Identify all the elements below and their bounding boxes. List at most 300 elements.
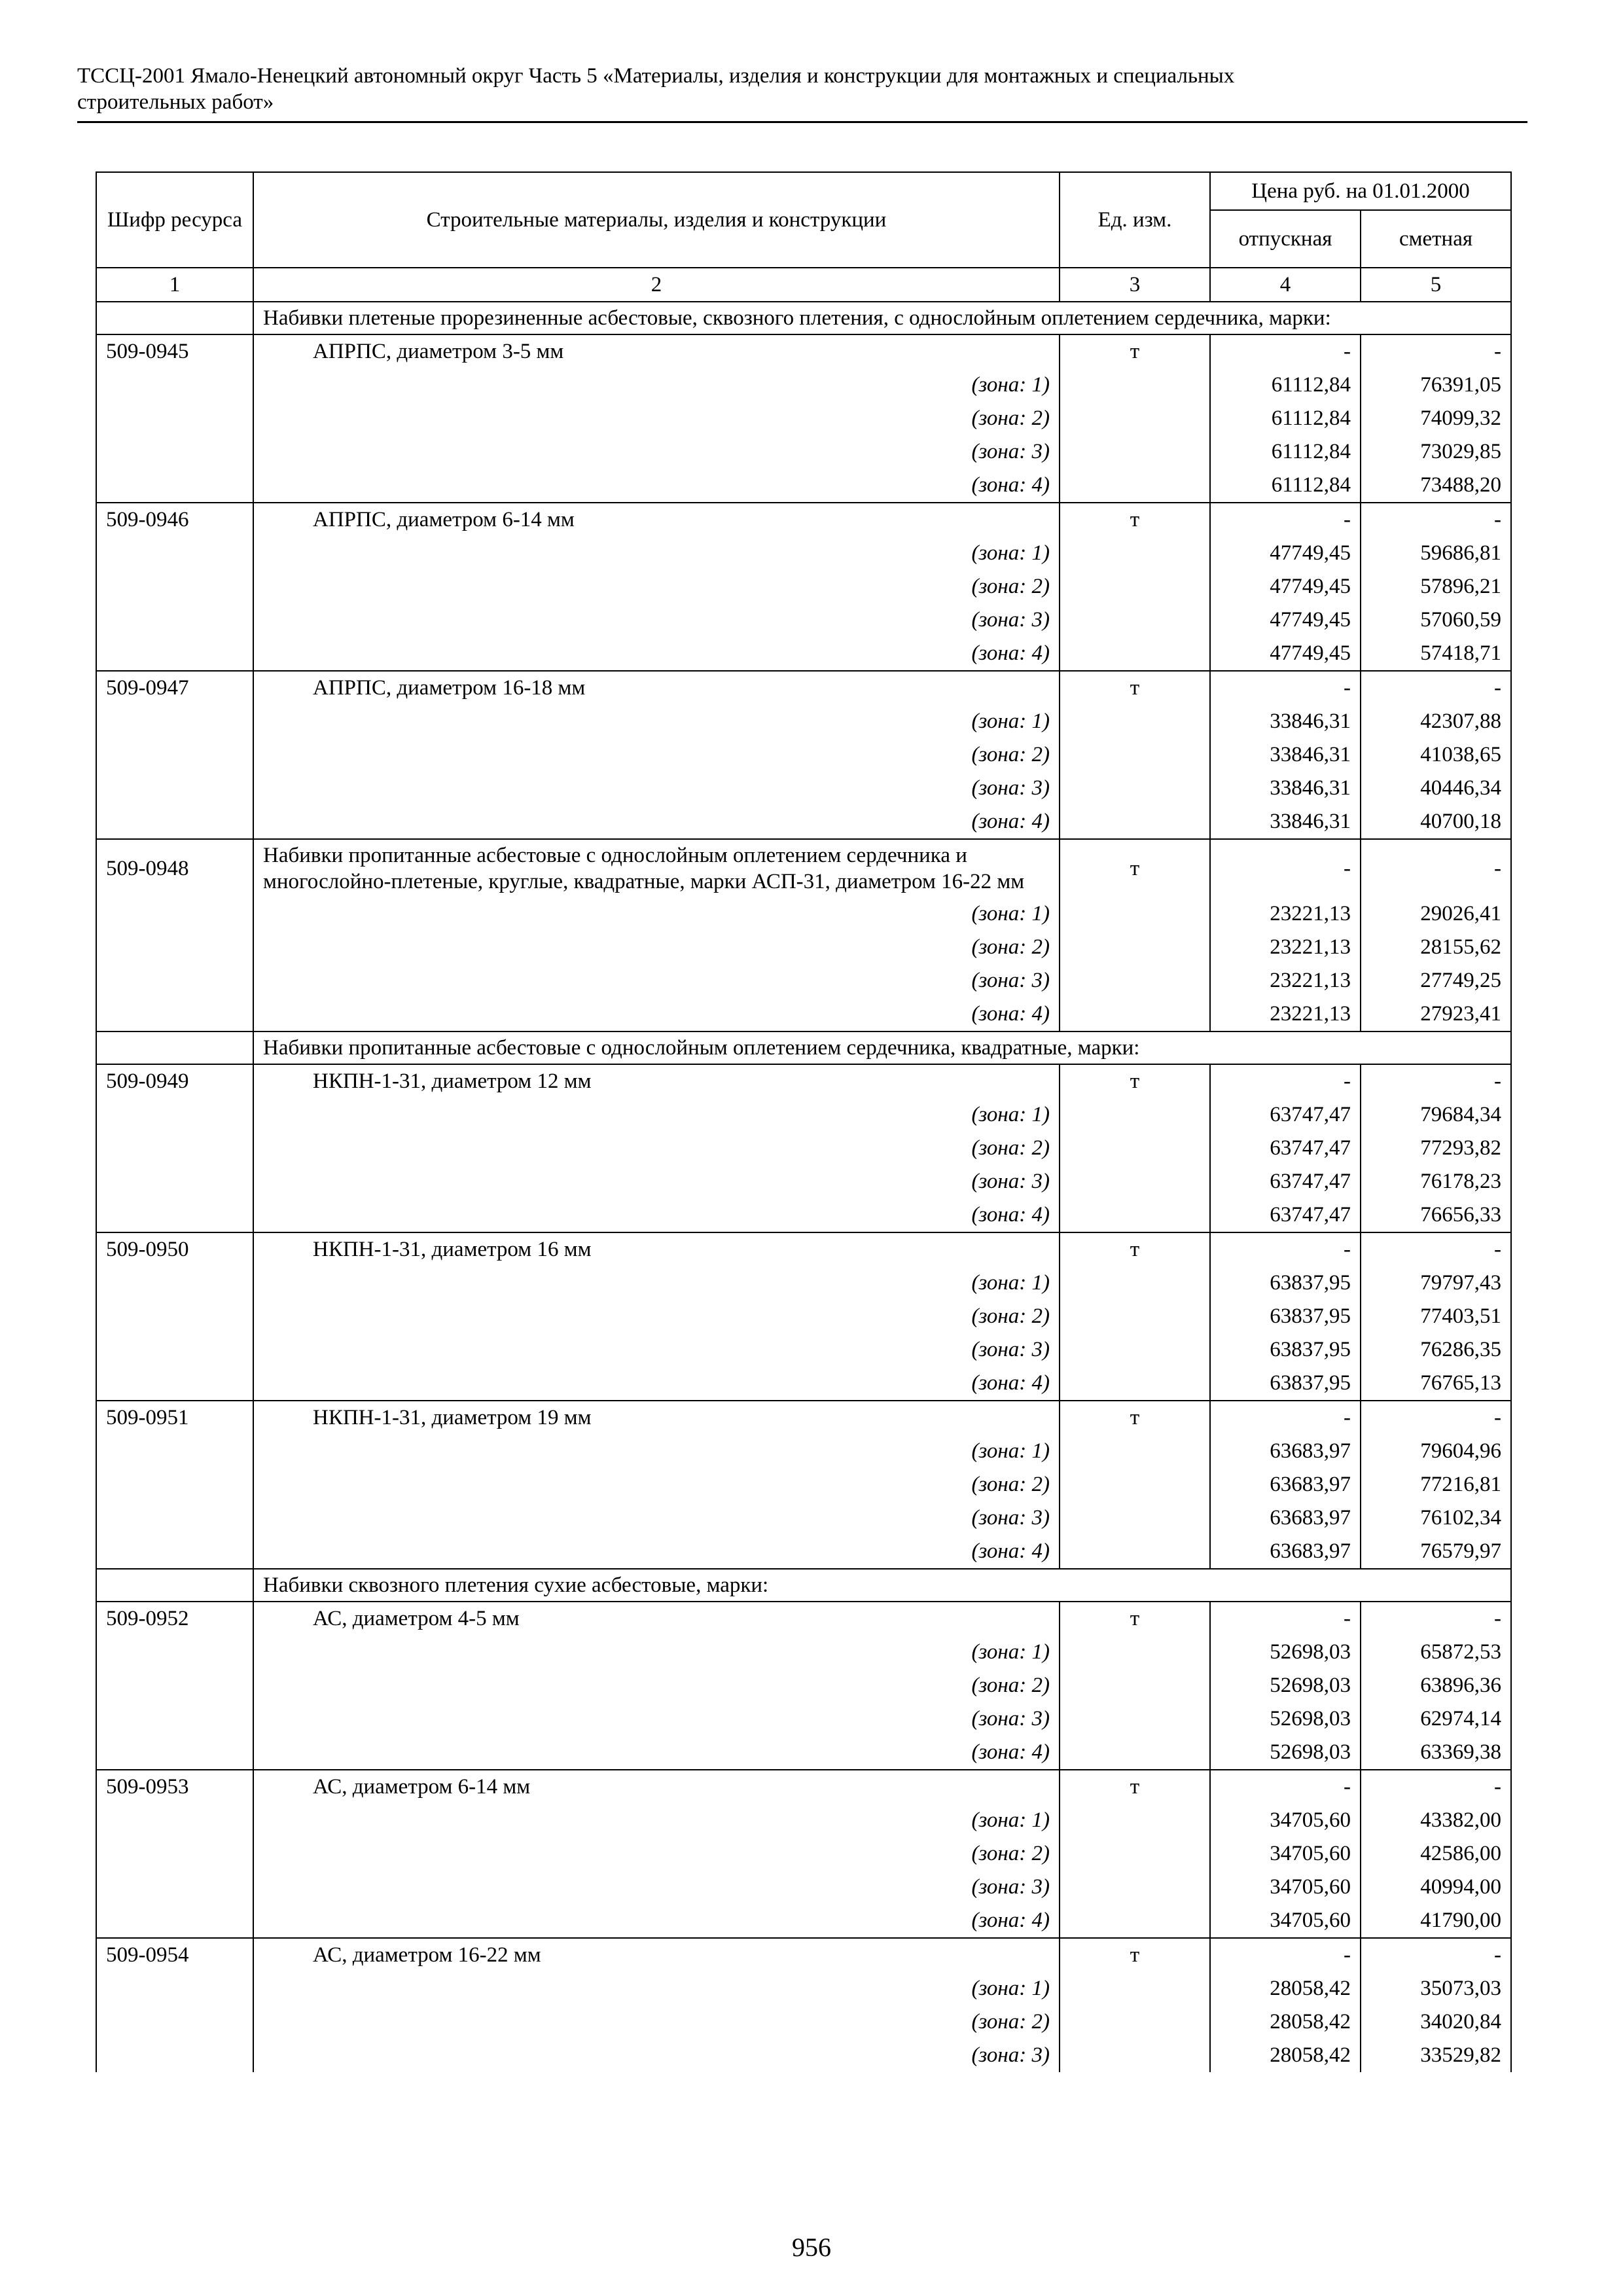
price-estimate: 41038,65: [1361, 738, 1511, 772]
zone-row: [96, 435, 1511, 469]
table-row: [96, 839, 1511, 897]
zone-row: [96, 2039, 1511, 2072]
price-estimate: 76391,05: [1361, 368, 1511, 402]
price-release-dash: -: [1210, 839, 1361, 897]
unit-cell: т: [1060, 1064, 1210, 1098]
zone-row: [96, 1904, 1511, 1938]
price-release: 33846,31: [1210, 772, 1361, 805]
unit-cell: т: [1060, 839, 1210, 897]
price-release: 23221,13: [1210, 897, 1361, 931]
empty-cell: [96, 570, 253, 603]
zone-label: (зона: 2): [253, 1669, 1060, 1702]
empty-cell: [96, 1435, 253, 1468]
unit-cell: т: [1060, 1938, 1210, 1972]
price-release-dash: -: [1210, 1602, 1361, 1636]
empty-cell: [1060, 897, 1210, 931]
empty-cell: [1060, 469, 1210, 503]
price-release: 63683,97: [1210, 1435, 1361, 1468]
zone-row: [96, 469, 1511, 503]
price-release-dash: -: [1210, 671, 1361, 705]
zone-label: (зона: 4): [253, 1367, 1060, 1401]
unit-cell: т: [1060, 503, 1210, 537]
zone-label: (зона: 4): [253, 469, 1060, 503]
zone-row: [96, 537, 1511, 570]
zone-label: (зона: 1): [253, 1636, 1060, 1669]
price-release: 23221,13: [1210, 931, 1361, 964]
col-head-name: Строительные материалы, изделия и конструкции: [253, 172, 1060, 268]
price-estimate-dash: -: [1361, 503, 1511, 537]
zone-label: (зона: 1): [253, 1435, 1060, 1468]
section-row: [96, 1569, 1511, 1602]
empty-cell: [96, 1031, 253, 1064]
price-estimate: 40446,34: [1361, 772, 1511, 805]
empty-cell: [1060, 1098, 1210, 1132]
price-estimate: 63896,36: [1361, 1669, 1511, 1702]
table-row: [96, 334, 1511, 368]
col-head-price-estimate: сметная: [1361, 210, 1511, 268]
price-release-dash: -: [1210, 1401, 1361, 1435]
zone-row: [96, 1198, 1511, 1232]
empty-cell: [1060, 1837, 1210, 1871]
price-estimate: 33529,82: [1361, 2039, 1511, 2072]
price-release: 47749,45: [1210, 603, 1361, 637]
resource-code: 509-0948: [96, 839, 253, 897]
empty-cell: [1060, 1804, 1210, 1837]
zone-label: (зона: 1): [253, 368, 1060, 402]
zone-label: (зона: 2): [253, 402, 1060, 435]
price-release-dash: -: [1210, 334, 1361, 368]
price-estimate: 76656,33: [1361, 1198, 1511, 1232]
zone-row: [96, 997, 1511, 1031]
unit-cell: т: [1060, 1401, 1210, 1435]
zone-label: (зона: 2): [253, 738, 1060, 772]
price-release: 61112,84: [1210, 368, 1361, 402]
resource-code: 509-0950: [96, 1232, 253, 1266]
empty-cell: [96, 1636, 253, 1669]
empty-cell: [1060, 1165, 1210, 1198]
zone-label: (зона: 4): [253, 805, 1060, 839]
price-release: 52698,03: [1210, 1736, 1361, 1770]
empty-cell: [1060, 1367, 1210, 1401]
price-release: 52698,03: [1210, 1669, 1361, 1702]
empty-cell: [1060, 1468, 1210, 1501]
price-release: 47749,45: [1210, 637, 1361, 671]
empty-cell: [96, 931, 253, 964]
zone-row: [96, 1333, 1511, 1367]
price-estimate-dash: -: [1361, 839, 1511, 897]
resource-code: 509-0947: [96, 671, 253, 705]
empty-cell: [96, 302, 253, 334]
section-title: Набивки пропитанные асбестовые с однослойным оплетением сердечника, квадратные, марки:: [253, 1031, 1511, 1064]
zone-label: (зона: 3): [253, 1333, 1060, 1367]
zone-row: [96, 368, 1511, 402]
price-estimate-dash: -: [1361, 1232, 1511, 1266]
resource-name: АПРПС, диаметром 3-5 мм: [253, 334, 1060, 368]
empty-cell: [96, 1736, 253, 1770]
zone-label: (зона: 3): [253, 772, 1060, 805]
zone-label: (зона: 4): [253, 1736, 1060, 1770]
empty-cell: [96, 1198, 253, 1232]
table-header: [96, 172, 1511, 302]
zone-label: (зона: 4): [253, 1198, 1060, 1232]
price-estimate: 57060,59: [1361, 603, 1511, 637]
zone-row: [96, 570, 1511, 603]
price-estimate: 35073,03: [1361, 1972, 1511, 2005]
zone-row: [96, 738, 1511, 772]
empty-cell: [96, 1904, 253, 1938]
resource-code: 509-0945: [96, 334, 253, 368]
zone-label: (зона: 1): [253, 537, 1060, 570]
price-estimate-dash: -: [1361, 1938, 1511, 1972]
section-row: [96, 302, 1511, 334]
empty-cell: [1060, 705, 1210, 738]
empty-cell: [96, 1837, 253, 1871]
empty-cell: [96, 637, 253, 671]
price-release: 33846,31: [1210, 705, 1361, 738]
zone-label: (зона: 3): [253, 1165, 1060, 1198]
table-row: [96, 1064, 1511, 1098]
col-number: 1: [96, 268, 253, 302]
page-number: 956: [792, 2233, 831, 2262]
price-release: 63837,95: [1210, 1367, 1361, 1401]
zone-row: [96, 637, 1511, 671]
price-estimate: 79684,34: [1361, 1098, 1511, 1132]
empty-cell: [1060, 2039, 1210, 2072]
empty-cell: [96, 1333, 253, 1367]
empty-cell: [96, 1569, 253, 1602]
empty-cell: [96, 997, 253, 1031]
price-estimate-dash: -: [1361, 1401, 1511, 1435]
price-release: 28058,42: [1210, 1972, 1361, 2005]
price-release: 63747,47: [1210, 1165, 1361, 1198]
empty-cell: [96, 1367, 253, 1401]
resource-code: 509-0954: [96, 1938, 253, 1972]
unit-cell: т: [1060, 1770, 1210, 1804]
empty-cell: [1060, 1266, 1210, 1300]
empty-cell: [1060, 603, 1210, 637]
zone-row: [96, 805, 1511, 839]
col-number: 3: [1060, 268, 1210, 302]
zone-row: [96, 2005, 1511, 2039]
price-release: 34705,60: [1210, 1904, 1361, 1938]
price-estimate: 40700,18: [1361, 805, 1511, 839]
price-release: 63837,95: [1210, 1266, 1361, 1300]
price-release: 34705,60: [1210, 1804, 1361, 1837]
unit-cell: т: [1060, 1232, 1210, 1266]
col-head-price-group: Цена руб. на 01.01.2000: [1210, 172, 1511, 210]
table-row: [96, 1602, 1511, 1636]
price-estimate: 77216,81: [1361, 1468, 1511, 1501]
zone-label: (зона: 1): [253, 1804, 1060, 1837]
col-number: 4: [1210, 268, 1361, 302]
price-estimate: 28155,62: [1361, 931, 1511, 964]
zone-row: [96, 1435, 1511, 1468]
resource-code: 509-0949: [96, 1064, 253, 1098]
empty-cell: [1060, 570, 1210, 603]
zone-row: [96, 1636, 1511, 1669]
price-release: 63683,97: [1210, 1501, 1361, 1535]
price-release: 52698,03: [1210, 1636, 1361, 1669]
price-release: 63837,95: [1210, 1300, 1361, 1333]
empty-cell: [1060, 1636, 1210, 1669]
zone-label: (зона: 3): [253, 603, 1060, 637]
price-estimate: 77403,51: [1361, 1300, 1511, 1333]
zone-row: [96, 931, 1511, 964]
price-estimate: 76178,23: [1361, 1165, 1511, 1198]
price-estimate: 42307,88: [1361, 705, 1511, 738]
empty-cell: [96, 1098, 253, 1132]
empty-cell: [96, 1300, 253, 1333]
price-release-dash: -: [1210, 1064, 1361, 1098]
price-release: 63683,97: [1210, 1535, 1361, 1569]
empty-cell: [1060, 772, 1210, 805]
price-release: 33846,31: [1210, 738, 1361, 772]
empty-cell: [96, 469, 253, 503]
empty-cell: [96, 2005, 253, 2039]
zone-label: (зона: 1): [253, 705, 1060, 738]
empty-cell: [96, 1501, 253, 1535]
empty-cell: [96, 1871, 253, 1904]
price-estimate: 59686,81: [1361, 537, 1511, 570]
price-release: 34705,60: [1210, 1837, 1361, 1871]
zone-row: [96, 1098, 1511, 1132]
price-release: 28058,42: [1210, 2005, 1361, 2039]
zone-label: (зона: 2): [253, 931, 1060, 964]
price-release: 61112,84: [1210, 435, 1361, 469]
empty-cell: [1060, 1333, 1210, 1367]
zone-label: (зона: 4): [253, 997, 1060, 1031]
price-release: 63747,47: [1210, 1198, 1361, 1232]
zone-row: [96, 772, 1511, 805]
price-release: 52698,03: [1210, 1702, 1361, 1736]
empty-cell: [1060, 931, 1210, 964]
empty-cell: [96, 1266, 253, 1300]
col-number: 5: [1361, 268, 1511, 302]
col-head-unit: Ед. изм.: [1060, 172, 1210, 268]
header-line-2: строительных работ»: [77, 90, 274, 114]
price-estimate: 63369,38: [1361, 1736, 1511, 1770]
price-release: 61112,84: [1210, 402, 1361, 435]
resource-code: 509-0953: [96, 1770, 253, 1804]
resource-code: 509-0946: [96, 503, 253, 537]
unit-cell: т: [1060, 334, 1210, 368]
zone-label: (зона: 1): [253, 1098, 1060, 1132]
price-release-dash: -: [1210, 1938, 1361, 1972]
empty-cell: [96, 1468, 253, 1501]
price-estimate-dash: -: [1361, 1770, 1511, 1804]
price-estimate: 73029,85: [1361, 435, 1511, 469]
empty-cell: [96, 2039, 253, 2072]
zone-label: (зона: 3): [253, 1501, 1060, 1535]
resource-name: НКПН-1-31, диаметром 19 мм: [253, 1401, 1060, 1435]
empty-cell: [1060, 805, 1210, 839]
empty-cell: [96, 1535, 253, 1569]
empty-cell: [1060, 1501, 1210, 1535]
price-estimate-dash: -: [1361, 1602, 1511, 1636]
resource-code: 509-0951: [96, 1401, 253, 1435]
price-release: 63683,97: [1210, 1468, 1361, 1501]
empty-cell: [96, 1804, 253, 1837]
zone-row: [96, 402, 1511, 435]
unit-cell: т: [1060, 1602, 1210, 1636]
zone-row: [96, 1300, 1511, 1333]
zone-row: [96, 1132, 1511, 1165]
empty-cell: [1060, 1702, 1210, 1736]
empty-cell: [96, 435, 253, 469]
empty-cell: [96, 368, 253, 402]
price-estimate-dash: -: [1361, 1064, 1511, 1098]
price-release-dash: -: [1210, 503, 1361, 537]
resource-code: 509-0952: [96, 1602, 253, 1636]
zone-row: [96, 964, 1511, 997]
zone-label: (зона: 3): [253, 964, 1060, 997]
section-title: Набивки плетеные прорезиненные асбестовые, сквозного плетения, с однослойным оплетением сердечника, марки:: [253, 302, 1511, 334]
price-estimate: 34020,84: [1361, 2005, 1511, 2039]
empty-cell: [96, 1972, 253, 2005]
resource-name: АПРПС, диаметром 6-14 мм: [253, 503, 1060, 537]
zone-row: [96, 1871, 1511, 1904]
zone-label: (зона: 3): [253, 1702, 1060, 1736]
empty-cell: [1060, 1904, 1210, 1938]
price-estimate: 65872,53: [1361, 1636, 1511, 1669]
price-estimate: 76579,97: [1361, 1535, 1511, 1569]
resource-name: АС, диаметром 6-14 мм: [253, 1770, 1060, 1804]
zone-row: [96, 1837, 1511, 1871]
empty-cell: [1060, 738, 1210, 772]
empty-cell: [1060, 1198, 1210, 1232]
empty-cell: [1060, 1132, 1210, 1165]
price-release: 23221,13: [1210, 964, 1361, 997]
empty-cell: [1060, 537, 1210, 570]
header-rule: [77, 121, 1527, 123]
empty-cell: [96, 1132, 253, 1165]
table-row: [96, 1401, 1511, 1435]
zone-label: (зона: 2): [253, 1837, 1060, 1871]
resource-name: Набивки пропитанные асбестовые с однослойным оплетением сердечника и многослойно-плетеные, круглые, квадратные, марки АСП-31, диаметром 16-22 мм: [253, 839, 1060, 897]
zone-row: [96, 705, 1511, 738]
table-row: [96, 671, 1511, 705]
price-estimate: 40994,00: [1361, 1871, 1511, 1904]
empty-cell: [1060, 1669, 1210, 1702]
price-release: 47749,45: [1210, 570, 1361, 603]
zone-label: (зона: 3): [253, 435, 1060, 469]
zone-label: (зона: 3): [253, 2039, 1060, 2072]
empty-cell: [96, 805, 253, 839]
table-row: [96, 503, 1511, 537]
zone-label: (зона: 2): [253, 1468, 1060, 1501]
zone-row: [96, 603, 1511, 637]
price-estimate: 76102,34: [1361, 1501, 1511, 1535]
price-estimate: 62974,14: [1361, 1702, 1511, 1736]
price-estimate-dash: -: [1361, 334, 1511, 368]
empty-cell: [96, 1669, 253, 1702]
zone-row: [96, 1702, 1511, 1736]
price-release: 61112,84: [1210, 469, 1361, 503]
empty-cell: [96, 603, 253, 637]
table-row: [96, 1770, 1511, 1804]
section-title: Набивки сквозного плетения сухие асбестовые, марки:: [253, 1569, 1511, 1602]
zone-label: (зона: 1): [253, 897, 1060, 931]
price-estimate: 57896,21: [1361, 570, 1511, 603]
resource-name: НКПН-1-31, диаметром 16 мм: [253, 1232, 1060, 1266]
resource-name: АС, диаметром 4-5 мм: [253, 1602, 1060, 1636]
price-estimate: 73488,20: [1361, 469, 1511, 503]
empty-cell: [96, 1702, 253, 1736]
col-head-price-release: отпускная: [1210, 210, 1361, 268]
price-estimate: 27923,41: [1361, 997, 1511, 1031]
empty-cell: [1060, 2005, 1210, 2039]
col-head-code: Шифр ресурса: [96, 172, 253, 268]
price-estimate: 43382,00: [1361, 1804, 1511, 1837]
price-table: [96, 171, 1512, 2072]
price-estimate: 79604,96: [1361, 1435, 1511, 1468]
section-row: [96, 1031, 1511, 1064]
empty-cell: [96, 402, 253, 435]
price-release-dash: -: [1210, 1770, 1361, 1804]
empty-cell: [1060, 637, 1210, 671]
zone-row: [96, 1367, 1511, 1401]
price-release: 63837,95: [1210, 1333, 1361, 1367]
empty-cell: [1060, 1736, 1210, 1770]
resource-name: НКПН-1-31, диаметром 12 мм: [253, 1064, 1060, 1098]
price-estimate: 76286,35: [1361, 1333, 1511, 1367]
zone-label: (зона: 2): [253, 1132, 1060, 1165]
price-release: 23221,13: [1210, 997, 1361, 1031]
empty-cell: [96, 705, 253, 738]
empty-cell: [1060, 964, 1210, 997]
zone-row: [96, 1468, 1511, 1501]
empty-cell: [1060, 1871, 1210, 1904]
price-estimate: 42586,00: [1361, 1837, 1511, 1871]
price-release: 33846,31: [1210, 805, 1361, 839]
price-estimate: 77293,82: [1361, 1132, 1511, 1165]
empty-cell: [1060, 368, 1210, 402]
header-line-1: ТССЦ-2001 Ямало-Ненецкий автономный округ Часть 5 «Материалы, изделия и конструкции для монтажных и специальных: [77, 64, 1235, 88]
price-release-dash: -: [1210, 1232, 1361, 1266]
unit-cell: т: [1060, 671, 1210, 705]
price-estimate: 27749,25: [1361, 964, 1511, 997]
zone-row: [96, 1804, 1511, 1837]
zone-row: [96, 897, 1511, 931]
zone-label: (зона: 4): [253, 1535, 1060, 1569]
empty-cell: [1060, 1435, 1210, 1468]
zone-row: [96, 1165, 1511, 1198]
price-release: 63747,47: [1210, 1132, 1361, 1165]
zone-label: (зона: 2): [253, 570, 1060, 603]
page-header: [77, 63, 1524, 115]
empty-cell: [1060, 1300, 1210, 1333]
table-row: [96, 1938, 1511, 1972]
resource-name: АПРПС, диаметром 16-18 мм: [253, 671, 1060, 705]
zone-row: [96, 1535, 1511, 1569]
resource-name: АС, диаметром 16-22 мм: [253, 1938, 1060, 1972]
empty-cell: [96, 897, 253, 931]
table-body: [96, 302, 1511, 2072]
empty-cell: [1060, 997, 1210, 1031]
empty-cell: [1060, 1535, 1210, 1569]
price-estimate: 41790,00: [1361, 1904, 1511, 1938]
empty-cell: [96, 1165, 253, 1198]
empty-cell: [1060, 1972, 1210, 2005]
zone-label: (зона: 1): [253, 1972, 1060, 2005]
zone-label: (зона: 2): [253, 1300, 1060, 1333]
zone-label: (зона: 1): [253, 1266, 1060, 1300]
table-row: [96, 1232, 1511, 1266]
price-estimate: 57418,71: [1361, 637, 1511, 671]
empty-cell: [96, 772, 253, 805]
empty-cell: [96, 964, 253, 997]
zone-row: [96, 1501, 1511, 1535]
